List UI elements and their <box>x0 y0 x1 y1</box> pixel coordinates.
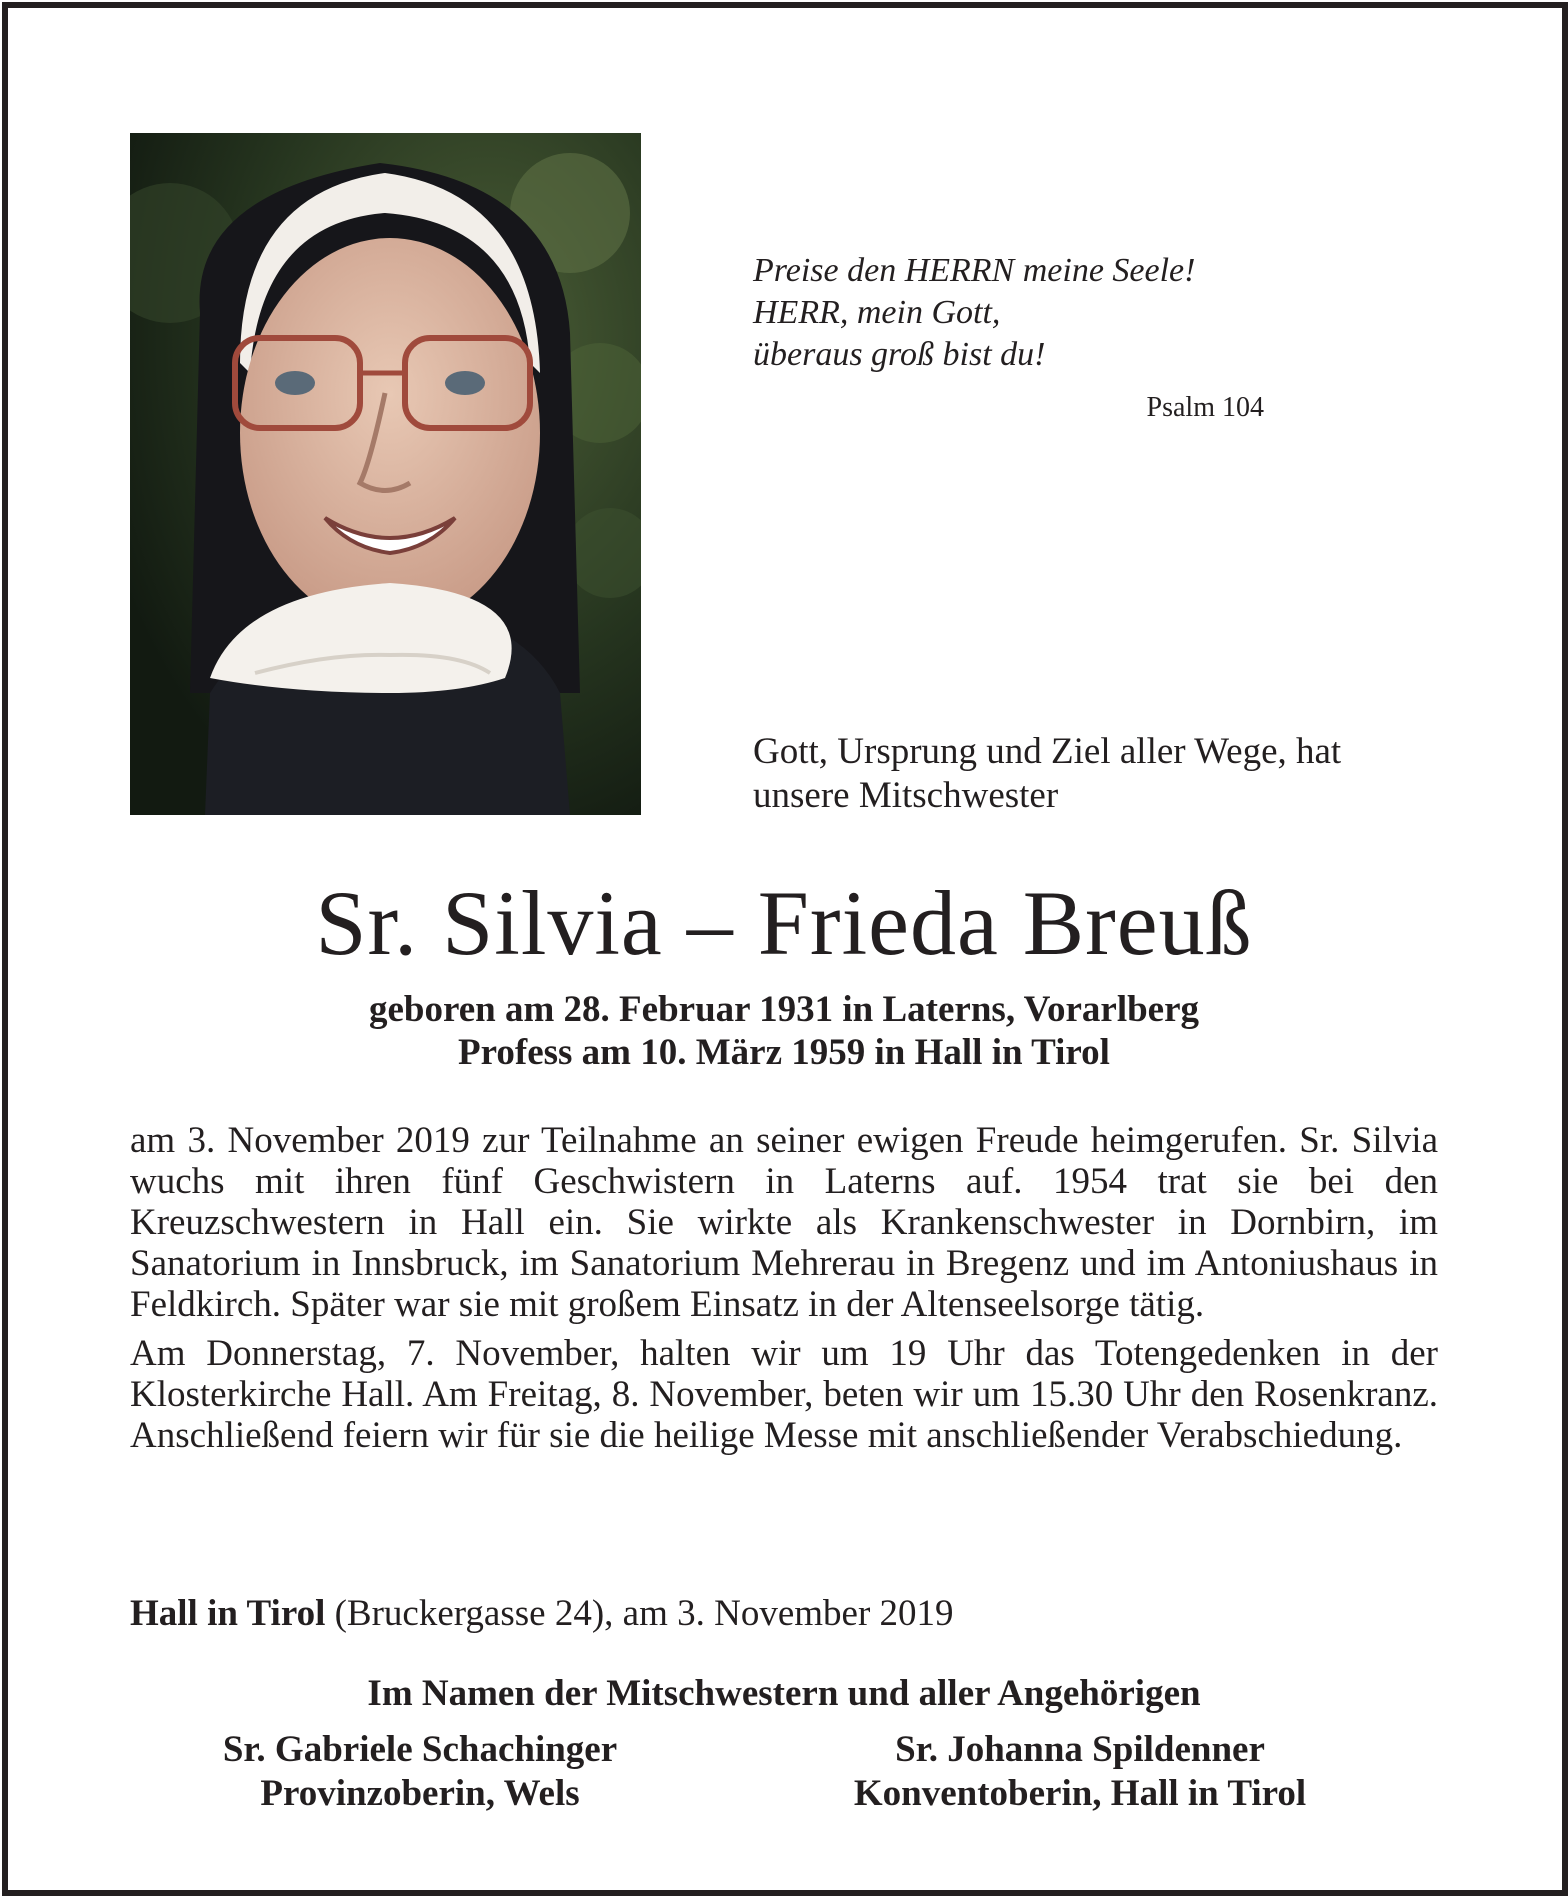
signature-left <box>140 1728 700 1816</box>
psalm-line: Preise den HERRN meine Seele! <box>753 252 1196 289</box>
life-dates <box>0 988 1568 1074</box>
psalm-line: überaus groß bist du! <box>753 336 1046 373</box>
birth-date: geboren am 28. Februar 1931 in Laterns, Vorarlberg <box>368 989 1200 1030</box>
profess-date: Profess am 10. März 1959 in Hall in Tirol <box>458 1032 1110 1073</box>
psalm-reference: Psalm 104 <box>1146 392 1264 423</box>
intro-line: Gott, Ursprung und Ziel aller Wege, hat <box>753 731 1342 772</box>
psalm-quote <box>753 250 1273 376</box>
signature-role: Provinzoberin, Wels <box>260 1773 580 1814</box>
intro-text <box>753 730 1453 818</box>
body-paragraph: am 3. November 2019 zur Teilnahme an seiner ewigen Freude heimgerufen. Sr. Silvia wuchs mit ihren fünf Geschwistern in Laterns auf. 1954 trat sie bei den Kreuzschwestern in Hall ein. Sie wirkte als Krankenschwester in Dornbirn, im Sanatorium in Innsbruck, im Sanatorium Mehrerau in Bregenz und im Antoniushaus in Feldkirch. Später war sie mit großem Einsatz in der Altenseelsorge tätig. <box>130 1120 1438 1325</box>
psalm-line: HERR, mein Gott, <box>753 294 1001 331</box>
place-and-date <box>130 1592 1438 1636</box>
signoff-heading: Im Namen der Mitschwestern und aller Angehörigen <box>367 1673 1201 1714</box>
signature-right <box>800 1728 1360 1816</box>
portrait-photo <box>130 133 641 815</box>
signature-role: Konventoberin, Hall in Tirol <box>853 1773 1307 1814</box>
deceased-name: Sr. Silvia – Frieda Breuß <box>315 872 1253 974</box>
place-rest: (Bruckergasse 24), am 3. November 2019 <box>325 1593 954 1634</box>
signature-name: Sr. Johanna Spildenner <box>895 1729 1265 1770</box>
body-paragraph: Am Donnerstag, 7. November, halten wir um 19 Uhr das Totengedenken in der Klosterkirche Hall. Am Freitag, 8. November, beten wir um 15.30 Uhr den Rosenkranz. Anschließend feiern wir für sie die heilige Messe mit anschließender Verabschiedung. <box>130 1333 1438 1456</box>
signature-name: Sr. Gabriele Schachinger <box>222 1729 618 1770</box>
obituary-body <box>130 1120 1438 1464</box>
intro-line: unsere Mitschwester <box>753 775 1059 816</box>
place-city: Hall in Tirol <box>130 1593 326 1634</box>
portrait-image <box>130 133 641 815</box>
